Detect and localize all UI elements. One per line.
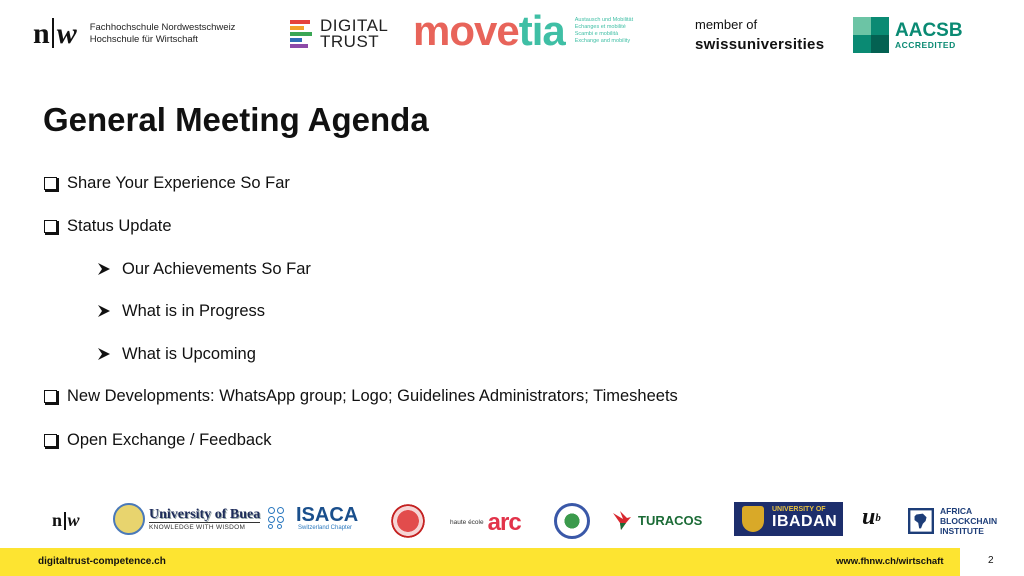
arrow-bullet-icon — [97, 262, 111, 276]
page-number: 2 — [988, 555, 994, 566]
africa-map-icon — [908, 508, 934, 534]
abi-line3: INSTITUTE — [940, 526, 984, 536]
agenda-item: Status Update — [44, 215, 172, 237]
digital-trust-line1: DIGITAL — [320, 16, 389, 35]
footer-bar — [0, 548, 960, 576]
digital-trust-logo — [290, 18, 388, 50]
movetia-logo — [413, 7, 634, 54]
ibadan-name: IBADAN — [772, 513, 838, 530]
partner-busa-logo — [113, 503, 260, 535]
ibadan-small-text: UNIVERSITY OF — [772, 506, 826, 513]
aacsb-name: AACSB — [895, 19, 963, 41]
aacsb-accredited: ACCREDITED — [895, 39, 956, 50]
arrow-bullet-icon — [97, 347, 111, 361]
partner-logos — [0, 498, 1024, 546]
agenda-item: Open Exchange / Feedback — [44, 429, 272, 451]
agenda-subitem: What is in Progress — [97, 300, 265, 322]
abi-line1: AFRICA — [940, 506, 973, 516]
checkbox-bullet-icon — [44, 434, 57, 447]
turacos-name: TURACOS — [638, 512, 703, 528]
arc-wordmark: arc — [487, 509, 521, 536]
aacsb-logo — [853, 17, 963, 53]
busa-tagline: KNOWLEDGE WITH WISDOM — [149, 522, 260, 532]
isaca-name: ISACA — [296, 504, 359, 526]
member-of-label: member of — [695, 17, 758, 32]
turacos-bird-icon — [611, 509, 633, 531]
digital-trust-icon — [290, 18, 316, 50]
arrow-bullet-icon — [97, 304, 111, 318]
checkbox-bullet-icon — [44, 390, 57, 403]
partner-university-seal-icon — [554, 503, 590, 539]
fhnw-name: Fachhochschule Nordwestschweiz Hochschule für Wirtschaft — [89, 21, 236, 45]
busa-name: University of Buea — [149, 506, 261, 522]
footer-fhnw-url: www.fhnw.ch/wirtschaft — [836, 556, 944, 567]
swissuniversities-logo: swissuniversities — [695, 36, 825, 53]
arc-prefix: haute école — [450, 519, 484, 526]
isaca-icon — [268, 507, 292, 531]
agenda-item: New Developments: WhatsApp group; Logo; Guidelines Administrators; Timesheets — [44, 385, 678, 407]
swissuniversities-membership — [695, 17, 824, 55]
digital-trust-line2: TRUST — [320, 32, 380, 51]
agenda-subitem: What is Upcoming — [97, 343, 256, 365]
fhnw-mark: n w — [33, 17, 76, 50]
footer-website: digitaltrust-competence.ch — [38, 556, 166, 567]
busa-seal-icon — [113, 503, 145, 535]
header-logos — [0, 0, 1024, 78]
agenda-subitem: Our Achievements So Far — [97, 258, 311, 280]
partner-fhnw-logo: n w — [52, 510, 80, 530]
movetia-tagline: Austausch und Mobilität Echanges et mobilité Scambi e mobilità Exchange and mobility — [574, 17, 634, 44]
aacsb-icon — [853, 17, 889, 53]
isaca-sub: Switzerland Chapter — [298, 525, 353, 531]
agenda-item: Share Your Experience So Far — [44, 172, 290, 194]
fhnw-logo — [33, 18, 235, 49]
partner-university-crest-icon — [389, 502, 427, 540]
checkbox-bullet-icon — [44, 177, 57, 190]
partner-ibadan-logo — [734, 502, 843, 536]
partner-isaca-logo — [268, 505, 358, 532]
partner-abi-logo — [908, 506, 997, 536]
partner-he-arc-logo — [450, 509, 521, 536]
checkbox-bullet-icon — [44, 220, 57, 233]
abi-line2: BLOCKCHAIN — [940, 516, 998, 526]
ibadan-crest-icon — [742, 506, 764, 532]
partner-turacos-logo — [611, 509, 702, 531]
movetia-wordmark: movetia — [413, 7, 565, 54]
slide-title: General Meeting Agenda — [43, 101, 429, 138]
partner-unibe-logo: u b — [862, 504, 881, 530]
